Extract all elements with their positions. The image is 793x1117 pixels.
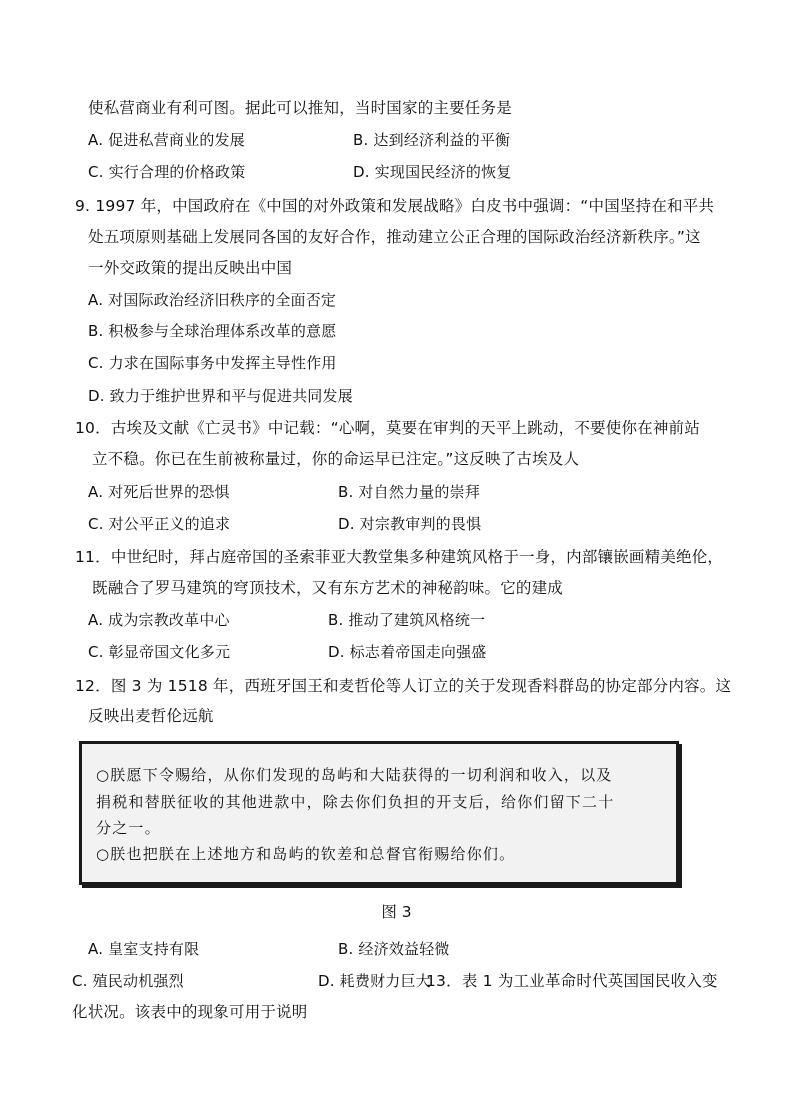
q12-stem-line-2: 反映出麦哲伦远航 [88,707,214,725]
q10-option-d: D. 对宗教审判的畏惧 [338,515,482,533]
q9-option-b: B. 积极参与全球治理体系改革的意愿 [88,322,337,340]
quote-line-4: ○朕也把朕在上述地方和岛屿的钦差和总督官衔赐给你们。 [96,845,516,863]
q13-stem-part-2: 化状况。该表中的现象可用于说明 [72,1003,308,1021]
q9-option-d: D. 致力于维护世界和平与促进共同发展 [88,387,353,405]
q10-option-c: C. 对公平正义的追求 [88,515,231,533]
quote-line-2: 捐税和替朕征收的其他进款中，除去你们负担的开支后，给你们留下二十 [96,793,615,811]
q10-stem-line-1: 10．古埃及文献《亡灵书》中记载：“心啊，莫要在审判的天平上跳动，不要使你在神前站 [75,419,700,437]
figure-3-label: 图 3 [381,903,412,921]
q11-option-d: D. 标志着帝国走向强盛 [328,643,487,661]
q9-stem-line-1: 9. 1997 年，中国政府在《中国的对外政策和发展战略》白皮书中强调：“中国坚持在和平共 [75,197,715,215]
q12-stem-line-1: 12．图 3 为 1518 年，西班牙国王和麦哲伦等人订立的关于发现香料群岛的协定部分内容。这 [75,677,732,695]
q11-option-a: A. 成为宗教改革中心 [88,611,230,629]
q13-stem-part-1: 13．表 1 为工业革命时代英国国民收入变 [426,972,718,990]
q12-option-a: A. 皇室支持有限 [88,940,200,958]
q11-option-c: C. 彰显帝国文化多元 [88,643,231,661]
quote-line-1: ○朕愿下令赐给，从你们发现的岛屿和大陆获得的一切利润和收入，以及 [96,766,613,784]
q9-option-c: C. 力求在国际事务中发挥主导性作用 [88,354,337,372]
q12-option-d: D. 耗费财力巨大 [318,972,431,990]
q11-stem-line-1: 11．中世纪时，拜占庭帝国的圣索菲亚大教堂集多种建筑风格于一身，内部镶嵌画精美绝伦， [75,548,724,566]
q12-option-c: C. 殖民动机强烈 [72,972,184,990]
q10-option-b: B. 对自然力量的崇拜 [338,483,481,501]
q10-option-a: A. 对死后世界的恐惧 [88,483,230,501]
q8-stem-tail: 使私营商业有利可图。据此可以推知，当时国家的主要任务是 [88,99,512,117]
q12-option-b: B. 经济效益轻微 [338,940,450,958]
q10-stem-line-2: 立不稳。你已在生前被称量过，你的命运早已注定。”这反映了古埃及人 [92,450,580,468]
q11-stem-line-2: 既融合了罗马建筑的穹顶技术，又有东方艺术的神秘韵味。它的建成 [92,579,564,597]
q9-stem-line-2: 处五项原则基础上发展同各国的友好合作，推动建立公正合理的国际政治经济新秩序。”这 [88,228,701,246]
figure-3-quote-box [79,741,679,885]
q9-stem-line-3: 一外交政策的提出反映出中国 [88,259,293,277]
q8-option-b: B. 达到经济利益的平衡 [353,131,511,149]
q11-option-b: B. 推动了建筑风格统一 [328,611,486,629]
q8-option-c: C. 实行合理的价格政策 [88,163,246,181]
q8-option-d: D. 实现国民经济的恢复 [353,163,512,181]
q8-option-a: A. 促进私营商业的发展 [88,131,245,149]
quote-line-3: 分之一。 [96,819,161,837]
q9-option-a: A. 对国际政治经济旧秩序的全面否定 [88,291,337,309]
